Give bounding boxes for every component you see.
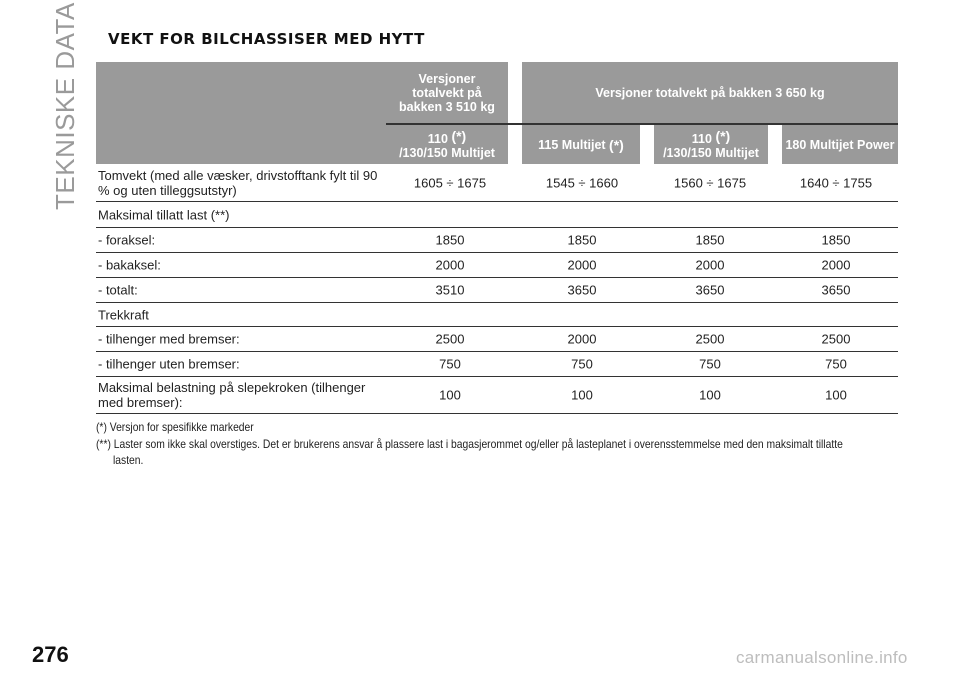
row-value: 1850: [695, 232, 725, 248]
row-value: 3650: [695, 282, 725, 298]
table-row: [96, 202, 898, 228]
row-value: 100: [571, 387, 593, 403]
page-number: 276: [32, 642, 69, 667]
row-value: 2500: [435, 331, 465, 347]
header-col-110-130-150-b: [654, 125, 768, 164]
row-label: - tilhenger uten bremser:: [98, 356, 240, 372]
footnote-2-continued: lasten.: [113, 453, 144, 467]
row-value: 750: [699, 356, 721, 372]
page-title: VEKT FOR BILCHASSISER MED HYTT: [108, 30, 425, 48]
row-label: - bakaksel:: [98, 257, 161, 273]
header-gap: [508, 62, 522, 123]
header-col-110-130-150-a: [386, 125, 508, 164]
row-value: 100: [825, 387, 847, 403]
row-value: 2000: [695, 257, 725, 273]
section-side-label-text: TEKNISKE DATA: [50, 2, 80, 210]
header-col1-line1: 110: [427, 132, 448, 146]
table-row: [96, 352, 898, 377]
row-value: 100: [699, 387, 721, 403]
row-value: 750: [571, 356, 593, 372]
header-group-3510-line: Versjoner: [418, 71, 476, 86]
footnote-mark: (*): [715, 128, 731, 144]
row-label: Maksimal tillatt last (**): [98, 207, 230, 222]
row-value: 2000: [567, 257, 597, 273]
header-group-3510-line: totalvekt på: [412, 85, 482, 100]
table-row: [96, 377, 898, 414]
row-value: 3510: [435, 282, 465, 298]
row-value: 3650: [567, 282, 597, 298]
header-gap: [508, 125, 522, 164]
row-value: 750: [825, 356, 847, 372]
header-col-180-multijet-power: 180 Multijet Power: [782, 125, 898, 164]
table-row: [96, 253, 898, 278]
table-row: [96, 303, 898, 327]
row-value: 750: [439, 356, 461, 372]
row-label: - totalt:: [98, 282, 138, 298]
row-value: 1545 ÷ 1660: [545, 175, 619, 191]
row-value: 2500: [821, 331, 851, 347]
header-col2-label: 115 Multijet: [538, 137, 606, 152]
row-label: - tilhenger med bremser:: [98, 331, 240, 347]
header-empty-cell: [96, 62, 386, 164]
row-value: 2000: [821, 257, 851, 273]
footnote-mark: (*): [609, 136, 624, 153]
row-value: 2000: [567, 331, 597, 347]
row-value: 3650: [821, 282, 851, 298]
table-row: [96, 278, 898, 303]
header-col3-line1: 110: [691, 132, 712, 146]
row-label: - foraksel:: [98, 232, 156, 248]
row-label: Tomvekt (med alle væsker, drivstofftank fylt til 90 % og uten tilleggsutstyr): [98, 168, 378, 198]
table-row: [96, 228, 898, 253]
header-gap: [640, 125, 654, 164]
header-col3-line2: /130/150 Multijet: [663, 146, 759, 160]
section-side-label: [44, 2, 84, 218]
row-label: Trekkraft: [98, 307, 149, 322]
row-value: 100: [439, 387, 461, 403]
footnote-mark: (*): [451, 128, 467, 144]
table-row: [96, 327, 898, 352]
row-value: 1850: [435, 232, 465, 248]
row-value: 1850: [821, 232, 851, 248]
row-value: 1640 ÷ 1755: [799, 175, 873, 191]
table-row: [96, 165, 898, 202]
row-value: 2500: [695, 331, 725, 347]
row-value: 1560 ÷ 1675: [673, 175, 747, 191]
row-value: 1605 ÷ 1675: [413, 175, 487, 191]
header-col-115-multijet: [522, 125, 640, 164]
header-group-3510: [386, 62, 508, 123]
watermark: carmanualsonline.info: [736, 648, 908, 667]
row-label: Maksimal belastning på slepekroken (tilhenger med bremser):: [98, 380, 366, 410]
footnote-2: (**) Laster som ikke skal overstiges. Det er brukerens ansvar å plassere last i bagasjerommet og/eller på lasteplanet i overensstemmelse med den maksimalt tillatte: [96, 437, 843, 451]
header-col1-line2: /130/150 Multijet: [399, 146, 495, 160]
header-group-3510-line: bakken 3 510 kg: [399, 99, 495, 114]
header-group-3650: Versjoner totalvekt på bakken 3 650 kg: [522, 62, 898, 123]
header-gap: [768, 125, 782, 164]
row-value: 2000: [435, 257, 465, 273]
row-value: 1850: [567, 232, 597, 248]
footnote-1: (*) Versjon for spesifikke markeder: [96, 420, 254, 434]
